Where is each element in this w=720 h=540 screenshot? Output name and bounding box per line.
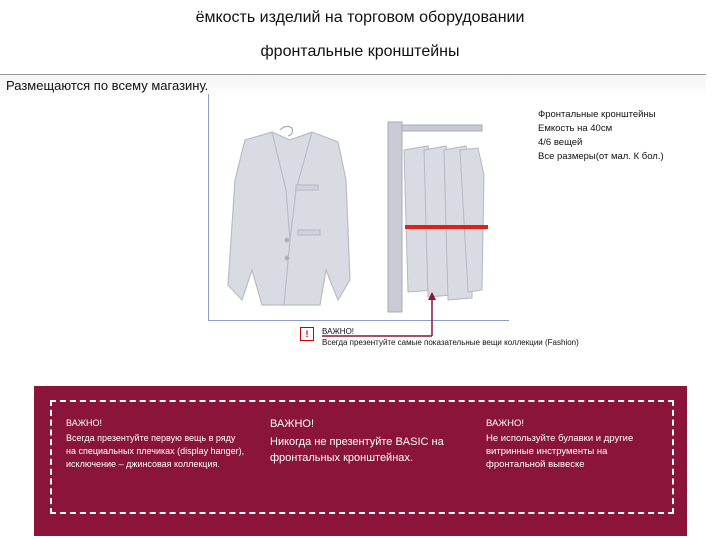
warning-text: Всегда презентуйте самые показательные вещи коллекции (Fashion) [322, 338, 579, 347]
jacket-image [228, 126, 350, 305]
panel-column-3 [486, 417, 666, 471]
page-subtitle: фронтальные кронштейны [260, 43, 460, 60]
panel-column-1 [66, 417, 246, 471]
column-text: Всегда презентуйте первую вещь в ряду на специальных плечиках (display hanger), исключение – джинсовая коллекция. [66, 433, 245, 469]
warning-title: ВАЖНО! [322, 327, 355, 336]
column-text: Никогда не презентуйте BASIC на фронтальных кронштейнах. [270, 436, 444, 464]
warning-icon: ! [300, 327, 314, 341]
info-line: Фронтальные кронштейны [538, 109, 656, 120]
info-line: Все размеры(от мал. К бол.) [538, 151, 664, 162]
column-heading: ВАЖНО! [486, 418, 525, 429]
page-title: ёмкость изделий на торговом оборудовании [195, 9, 525, 26]
bracket-info [538, 108, 664, 164]
info-line: Емкость на 40см [538, 123, 613, 134]
intro-text: Размещаются по всему магазину. [0, 74, 706, 97]
info-line: 4/6 вещей [538, 137, 583, 148]
column-text: Не используйте булавки и другие витринные инструменты на фронтальной вывеске [486, 433, 634, 470]
column-heading: ВАЖНО! [66, 418, 103, 428]
warning-note [322, 326, 622, 348]
panel-column-2 [270, 416, 460, 466]
column-heading: ВАЖНО! [270, 418, 315, 430]
